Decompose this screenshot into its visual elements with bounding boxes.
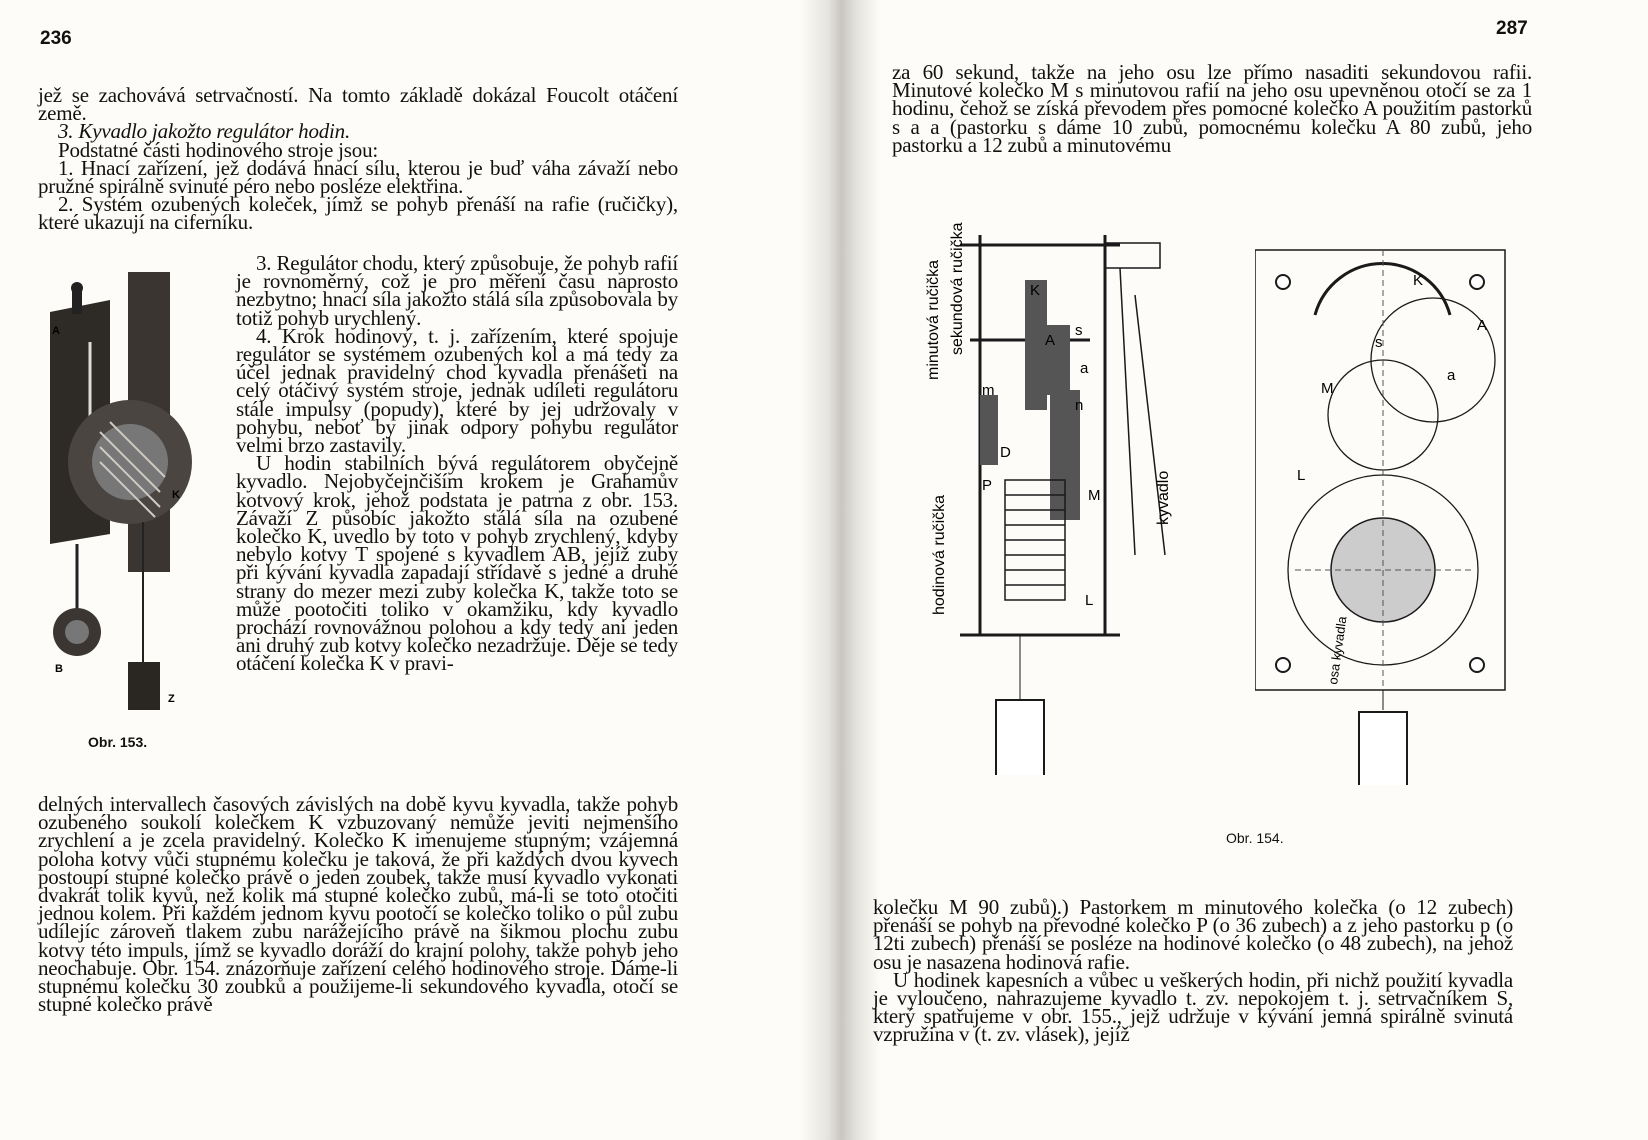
page-number: 236: [40, 28, 72, 49]
svg-text:A: A: [52, 325, 60, 337]
list-item: 3. Regulátor chodu, který způsobuje, že pohyb rafií je rovnoměrný, což je pro měření času naprosto nezbytno; hnací síla jakožto stálá síla způsobovala by totiž pohyb urychlený.: [236, 251, 678, 330]
page-number: 287: [1496, 18, 1528, 39]
left-column-text: [236, 251, 678, 676]
svg-text:minutová ručička: minutová ručička: [925, 259, 942, 380]
svg-text:P: P: [982, 477, 993, 494]
list-item: 2. Systém ozubených koleček, jímž se pohyb přenáší na rafie (ručičky), které ukazují na ciferníku.: [38, 192, 678, 235]
svg-text:s: s: [1075, 322, 1083, 339]
paragraph: Podstatné části hodinového stroje jsou:: [58, 137, 378, 162]
figure-caption: Obr. 154.: [1226, 830, 1284, 846]
svg-text:K: K: [1413, 272, 1424, 289]
paragraph: U hodin stabilních bývá regulátorem obyčejně kyvadlo. Nejobyčejnčiším krokem je Grahamův kotvový krok, jehož podstata je patrna z obr. 153. Závaží Z působíc jakožto stálá síla na ozubené kolečko K, uvedlo by toto v pohyb zrychlený, kdyby nebylo kotvy T spojené s kyvadlem AB, jejíž zuby při kývání kyvadla zapadají střídavě s jedné a druhé strany do mezer mezi zuby kolečka K, takže toto se může pootočiti toliko v okamžiku, kdy kyvadlo prochází rovnovážnou polohou a kdy tedy ani jeden ani druhý zub kotvy kolečko nezadržuje. Děje se tedy otáčení kolečka K v pravi-: [236, 451, 678, 676]
svg-text:D: D: [1000, 444, 1011, 461]
weight-right: [1359, 712, 1407, 785]
figure-154-side-view: [920, 195, 1230, 775]
svg-text:B: B: [55, 663, 63, 675]
left-bottom-text: [38, 792, 678, 1017]
svg-text:s: s: [1375, 334, 1383, 351]
svg-text:K: K: [172, 489, 180, 501]
svg-text:kyvadlo: kyvadlo: [1155, 470, 1172, 525]
svg-text:L: L: [1085, 592, 1094, 609]
weight-left: [996, 700, 1044, 775]
figure-caption: Obr. 153.: [88, 734, 148, 750]
paragraph: delných intervallech časových závislých na době kyvu kyvadla, takže pohyb ozubeného soukolí kolečkem K vzbuzovaný nemůže jeviti nejmenšího zrychlení a je zcela pravidelný. Kolečko K imenujeme stupným; vzájemná poloha kotvy vůči stupnému kolečku je taková, že při každých dvou kyvech postoupí stupné kolečko právě o jeden zoubek, takže musí kyvadlo vykonati dvakrát tolik kyvů, než kolik má stupné kolečko zubů, má-li se toto otočiti jednou kolem. Při každém jednom kyvu pootočí se kolečko toliko o půl zubu udílejíc zároveň tlakem zubu narážejícího právě na šikmou plochu zubu kotvy této impuls, jímž se kyvadlo doráží do krajní polohy, takže pohyb jeho neochabuje. Obr. 154. znázorňuje zařízení celého hodinového stroje. Dáme-li stupnému kolečku 30 zoubků a použijeme-li sekundového kyvadla, otočí se stupné kolečko právě: [38, 792, 678, 1017]
svg-text:hodinová ručička: hodinová ručička: [931, 494, 948, 615]
svg-text:n: n: [1075, 397, 1084, 414]
list-item: 1. Hnací zařízení, jež dodává hnací sílu, kterou je buď váha závaží nebo pružné spirálně svinuté péro nebo posléze elektřina.: [38, 155, 678, 199]
list-item: 4. Krok hodinový, t. j. zařízením, které spojuje regulátor se systémem ozubených kol a má tedy za účel jednak pravidelný chod kyvadla přenášeti na celý otáčivý systém stroje, jednak udíleti regulátoru stále impulsy (popudy), které by jej udržovaly v pohybu, neboť by jinak odpory pohybu regulátor velmi brzo zastavily.: [236, 323, 678, 458]
paragraph: jež se zachovává setrvačností. Na tomto základě dokázal Foucolt otáčení země.: [38, 83, 678, 126]
weight: [128, 662, 160, 710]
svg-text:a: a: [1080, 360, 1089, 377]
svg-text:Z: Z: [168, 693, 175, 705]
svg-text:L: L: [1297, 467, 1306, 484]
left-top-text: [38, 83, 678, 235]
svg-text:sekundová ručička: sekundová ručička: [949, 222, 966, 355]
right-top-text: [892, 60, 1532, 157]
section-heading: 3. Kyvadlo jakožto regulátor hodin.: [58, 119, 351, 144]
svg-text:A: A: [1477, 317, 1488, 334]
left-page: [0, 0, 810, 1140]
svg-text:osa kyvadla: osa kyvadla: [1325, 615, 1350, 686]
paragraph: U hodinek kapesních a vůbec u veškerých hodin, při nichž použití kyvadla je vyloučeno, nahrazujeme kyvadlo t. zv. nepokojem t. j. setrvačníkem S, který spatřujeme v obr. 155., jejž udržuje v kývání jemná spirálně svinutá vzpružina v (t. zv. vlásek), jejíž: [873, 967, 1513, 1047]
right-page: [870, 0, 1648, 1140]
figure-153: [40, 272, 215, 717]
svg-text:M: M: [1321, 380, 1334, 397]
svg-text:A: A: [1045, 332, 1056, 349]
book-gutter: [800, 0, 880, 1140]
svg-text:K: K: [1030, 282, 1041, 299]
figure-154-plan-view: [1255, 240, 1515, 785]
paragraph: za 60 sekund, takže na jeho osu lze přímo nasaditi sekundovou rafii. Minutové kolečko M s minutovou rafií na jeho osu upevněnou otočí se za 1 hodinu, čehož se získá převodem přes pomocné kolečko A použitím pastorků s a a (pastorku s dáme 10 zubů, pomocnému kolečku A 80 zubů, jeho pastorku a 12 zubů a minutovému: [892, 60, 1532, 157]
svg-text:a: a: [1447, 367, 1456, 384]
svg-text:m: m: [982, 382, 995, 399]
paragraph: kolečku M 90 zubů).) Pastorkem m minutového kolečka (o 12 zubech) přenáší se pohyb na převodné kolečko P (o 36 zubech) a z jeho pastorku p (o 12ti zubech) přenáší se posléze na hodinové kolečko (o 48 zubech), na jehož osu je nasazena hodinová rafie.: [873, 895, 1513, 974]
svg-text:M: M: [1088, 487, 1101, 504]
right-bottom-text: [873, 895, 1513, 1047]
